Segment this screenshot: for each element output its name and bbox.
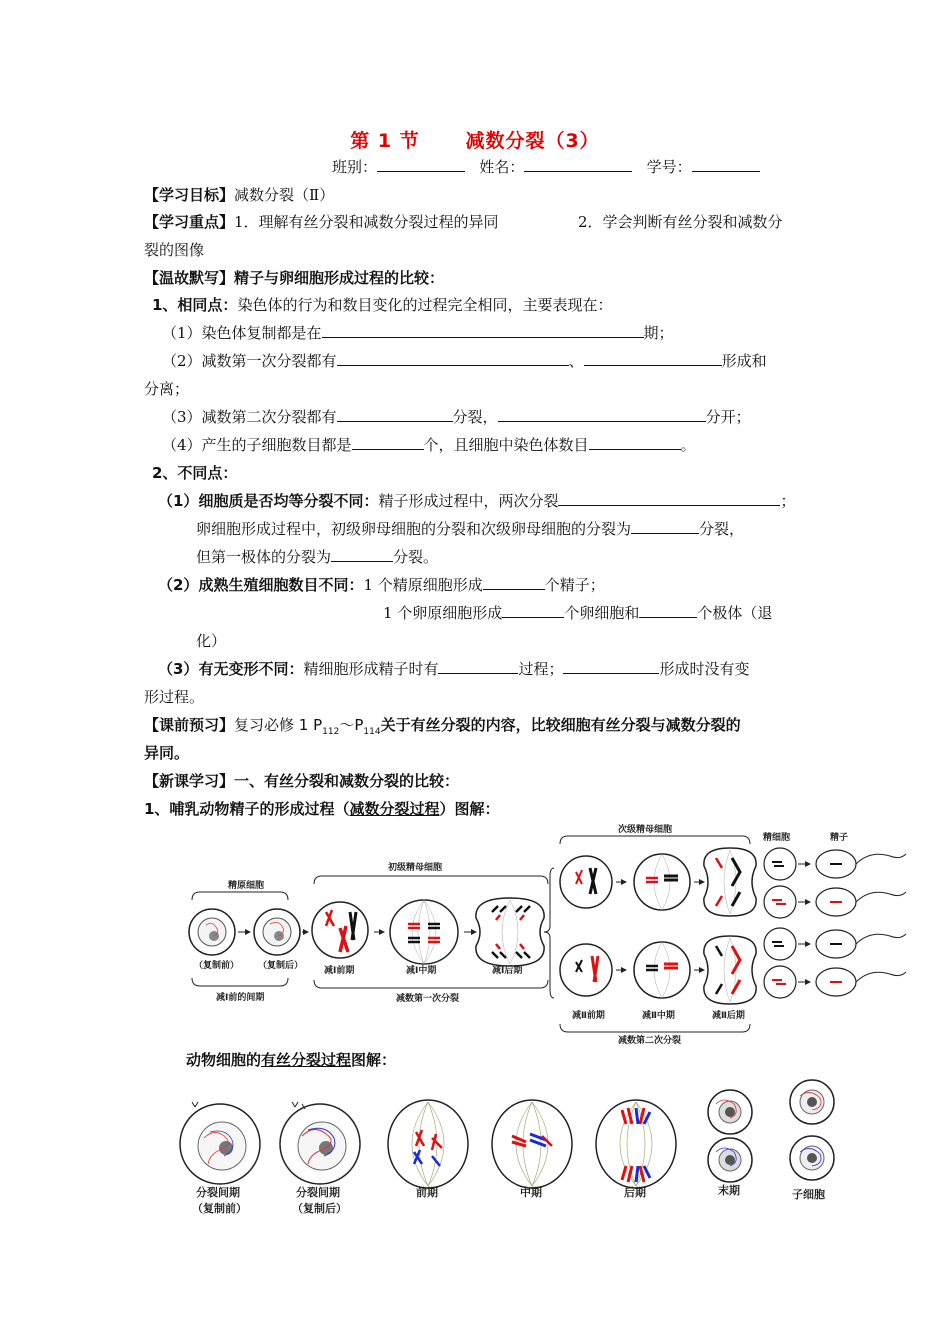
diff-item-2c: 化）: [196, 632, 227, 650]
blank[interactable]: [331, 547, 393, 562]
fig2-caption: 动物细胞的有丝分裂过程图解：: [186, 1051, 397, 1069]
section-name: 减数分裂（3）: [465, 130, 600, 152]
same-item-4: （4）产生的子细胞数目都是 个，且细胞中染色体数目 。: [162, 436, 696, 454]
same-item-3: （3）减数第二次分裂都有 分裂， 分开；: [162, 408, 751, 426]
label-inter2b: （复制后）: [292, 1202, 347, 1215]
preview: 【课前预习】复习必修 1 $P_{112}\sim P_{114}$关于有丝分裂的内容，比较细胞有丝分裂与减数分裂的: [144, 716, 741, 737]
blank[interactable]: [558, 491, 780, 506]
diff-item-2b: 1 个卵原细胞形成 个卵细胞和 个极体（退: [383, 604, 773, 622]
label-before: （复制前）: [194, 961, 240, 971]
label-ana1: 减Ⅰ后期: [492, 966, 523, 976]
label-prophase: 前期: [416, 1186, 438, 1199]
label-after: （复制后）: [258, 961, 304, 971]
mitosis-figure: [170, 1072, 850, 1222]
learning-focus: 【学习重点】1．理解有丝分裂和减数分裂过程的异同: [144, 213, 499, 231]
label-inter2: 分裂间期: [296, 1186, 340, 1199]
blank[interactable]: [589, 435, 681, 450]
label-meta2: 减Ⅱ中期: [642, 1011, 675, 1021]
label-inter1b: （复制前）: [192, 1202, 247, 1215]
blank[interactable]: [438, 659, 518, 674]
blank[interactable]: [337, 351, 569, 366]
new-lesson: 【新课学习】一、有丝分裂和减数分裂的比较：: [144, 772, 460, 790]
label-primary: 初级精母细胞: [388, 863, 443, 873]
blank[interactable]: [498, 407, 706, 422]
label-pro1: 减Ⅰ前期: [324, 966, 355, 976]
class-label: 班别：: [332, 158, 378, 176]
diff-item-3b: 形过程。: [144, 688, 205, 706]
blank[interactable]: [502, 603, 564, 618]
name-label: 姓名：: [479, 158, 525, 176]
review-heading: 【温故默写】精子与卵细胞形成过程的比较：: [144, 269, 445, 287]
blank[interactable]: [352, 435, 424, 450]
diff-heading: 2、不同点：: [152, 464, 238, 482]
learning-focus-2: 2．学会判断有丝分裂和减数分: [578, 213, 783, 231]
blank[interactable]: [337, 407, 453, 422]
name-blank[interactable]: [524, 157, 632, 172]
blank[interactable]: [322, 323, 644, 338]
id-blank[interactable]: [692, 157, 760, 172]
blank[interactable]: [563, 659, 659, 674]
class-blank[interactable]: [377, 157, 465, 172]
diff-item-1c: 但第一极体的分裂为 分裂。: [196, 548, 439, 566]
learning-focus-3: 裂的图像: [144, 241, 205, 259]
label-spermatid: 精细胞: [763, 833, 791, 843]
meiosis-figure: [180, 820, 910, 1045]
label-spermatogonium: 精原细胞: [228, 881, 265, 891]
label-div2: 减数第二次分裂: [618, 1036, 682, 1045]
same-item-2b: 分离；: [144, 380, 190, 398]
page-title: [0, 126, 950, 153]
preview-2: 异同。: [144, 744, 190, 762]
label-telophase: 末期: [718, 1184, 740, 1197]
label-sperm: 精子: [830, 833, 849, 843]
same-item-2: （2）减数第一次分裂都有 、 形成和: [162, 352, 767, 370]
blank[interactable]: [631, 519, 699, 534]
label-ana2: 减Ⅱ后期: [712, 1011, 745, 1021]
label-pro2: 减Ⅱ前期: [572, 1011, 605, 1021]
student-info: [332, 157, 760, 177]
diff-item-2: （2）成熟生殖细胞数目不同：1 个精原细胞形成 个精子；: [158, 576, 605, 594]
blank[interactable]: [483, 575, 545, 590]
label-div1: 减数第一次分裂: [396, 994, 460, 1004]
label-meta1: 减Ⅰ中期: [406, 966, 437, 976]
fig1-caption: 1、哺乳动物精子的形成过程（减数分裂过程）图解：: [144, 800, 500, 818]
label-daughter: 子细胞: [792, 1188, 825, 1201]
same-item-1: （1）染色体复制都是在 期；: [162, 324, 674, 342]
label-interphase: 减Ⅰ前的间期: [216, 993, 265, 1003]
id-label: 学号：: [646, 158, 692, 176]
same-points: 1、相同点：染色体的行为和数目变化的过程完全相同，主要表现在：: [152, 296, 613, 314]
learning-goal: 【学习目标】减数分裂（Ⅱ）: [144, 186, 335, 204]
diff-item-1: （1）细胞质是否均等分裂不同：精子形成过程中，两次分裂 ；: [158, 492, 796, 510]
diff-item-1b: 卵细胞形成过程中，初级卵母细胞的分裂和次级卵母细胞的分裂为 分裂，: [196, 520, 745, 538]
section-number: 第 1 节: [350, 130, 420, 152]
blank[interactable]: [639, 603, 697, 618]
label-metaphase: 中期: [520, 1186, 542, 1199]
label-secondary: 次级精母细胞: [618, 825, 673, 835]
label-anaphase: 后期: [624, 1186, 646, 1199]
blank[interactable]: [584, 351, 722, 366]
diff-item-3: （3）有无变形不同：精细胞形成精子时有 过程； 形成时没有变: [158, 660, 750, 678]
label-inter1: 分裂间期: [196, 1186, 240, 1199]
